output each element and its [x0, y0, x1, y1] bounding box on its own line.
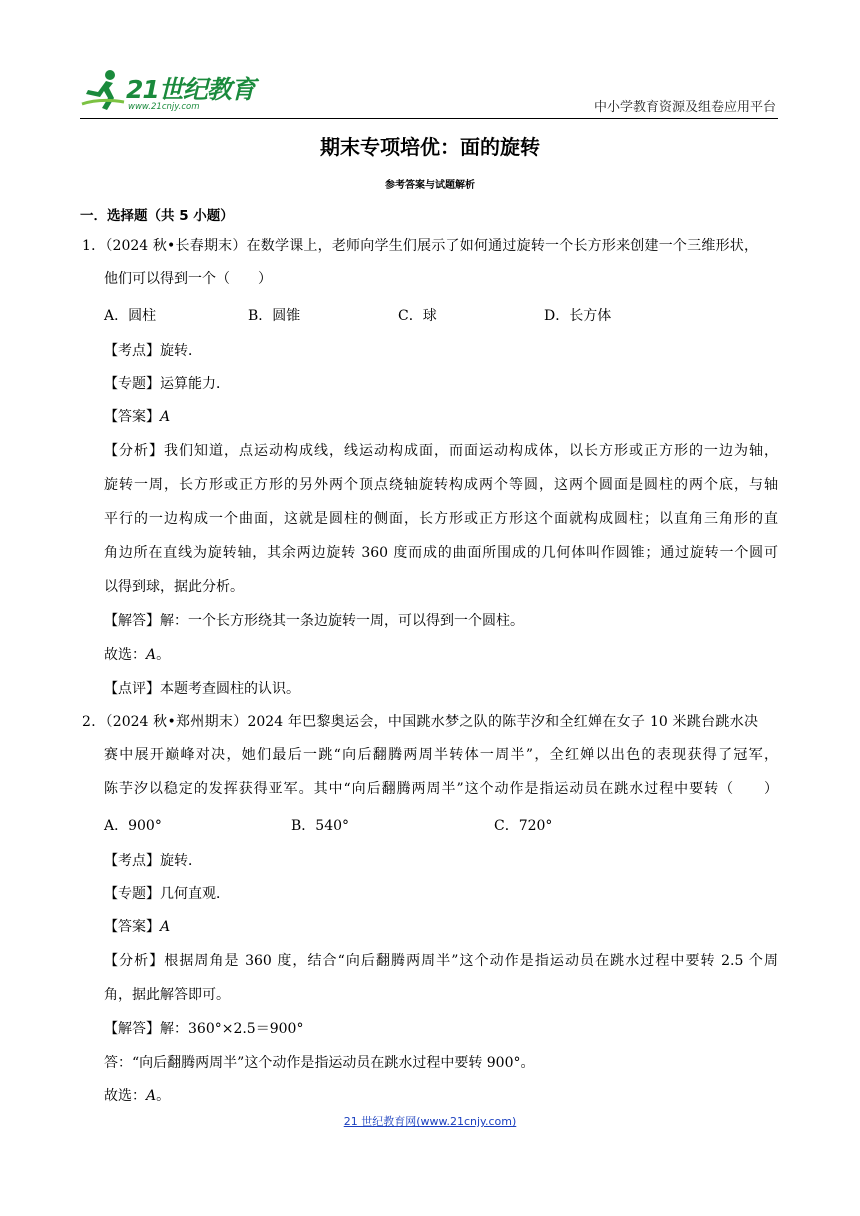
- q2-choice: [104, 1086, 170, 1106]
- q1-analysis-line3: 平行的一边构成一个曲面，这就是圆柱的侧面，长方形或正方形这个面就构成圆柱；以直角三角形的直: [104, 511, 778, 527]
- q1-choice-value: A: [146, 647, 157, 663]
- q2-option-c: C．720°: [494, 818, 553, 834]
- page-title: 期末专项培优：面的旋转: [320, 135, 540, 159]
- section-heading: 一．选择题（共 5 小题）: [80, 208, 234, 224]
- site-logo: [80, 66, 255, 118]
- q2-answer-value: A: [160, 919, 171, 935]
- q2-choice-value: A: [146, 1088, 157, 1104]
- q1-analysis-line5: 以得到球，据此分析。: [104, 579, 244, 595]
- q1-kaodian: 【考点】旋转．: [104, 343, 202, 359]
- header-rule: [80, 118, 778, 119]
- q1-zhuanti: 【专题】运算能力．: [104, 376, 230, 392]
- q1-option-a: A．圆柱: [104, 308, 157, 324]
- q1-answer-label: 【答案】: [104, 409, 160, 425]
- runner-logo-icon: [80, 68, 126, 112]
- q2-stem-line3: 陈芋汐以稳定的发挥获得亚军。其中“向后翻腾两周半”这个动作是指运动员在跳水过程中要转（ ）: [104, 781, 778, 797]
- q1-option-d: D．长方体: [544, 308, 612, 324]
- q1-choice: [104, 645, 170, 665]
- q1-choice-label: 故选：: [104, 647, 146, 663]
- q2-analysis-line1: 【分析】根据周角是 360 度，结合“向后翻腾两周半”这个动作是指运动员在跳水过程中要转 2.5 个周: [104, 953, 778, 969]
- q1-choice-end: 。: [156, 647, 171, 663]
- q2-kaodian: 【考点】旋转．: [104, 853, 202, 869]
- q2-choice-label: 故选：: [104, 1088, 146, 1104]
- q1-analysis-line4: 角边所在直线为旋转轴，其余两边旋转 360 度而成的曲面所围成的几何体叫作圆锥；通过旋转一个圆可: [104, 545, 778, 561]
- q2-option-a: A．900°: [104, 818, 162, 834]
- q2-choice-end: 。: [156, 1088, 171, 1104]
- q2-answer: [104, 917, 170, 937]
- q1-answer-value: A: [160, 409, 171, 425]
- q2-solution: 【解答】解：360°×2.5＝900°: [104, 1021, 304, 1037]
- q1-answer: [104, 407, 170, 427]
- q1-comment: 【点评】本题考查圆柱的认识。: [104, 681, 300, 697]
- q2-reply: 答：“向后翻腾两周半”这个动作是指运动员在跳水过程中要转 900°。: [104, 1055, 535, 1071]
- page-subtitle: 参考答案与试题解析: [385, 180, 475, 191]
- logo-url: www.21cnjy.com: [128, 102, 200, 112]
- q1-option-c: C．球: [398, 308, 437, 324]
- q1-solution: 【解答】解：一个长方形绕其一条边旋转一周，可以得到一个圆柱。: [104, 613, 524, 629]
- q1-stem-line1: 1．（2024 秋•长春期末）在数学课上，老师向学生们展示了如何通过旋转一个长方形来创建一个三维形状，: [82, 238, 758, 254]
- q1-analysis-line2: 旋转一周，长方形或正方形的另外两个顶点绕轴旋转构成两个等圆，这两个圆面是圆柱的两个底，与轴: [104, 477, 778, 493]
- q1-analysis-line1: 【分析】我们知道，点运动构成线，线运动构成面，而面运动构成体，以长方形或正方形的一边为轴，: [104, 443, 778, 459]
- q2-zhuanti: 【专题】几何直观．: [104, 886, 230, 902]
- q1-option-b: B．圆锥: [248, 308, 301, 324]
- q1-stem-line2: 他们可以得到一个（ ）: [104, 271, 272, 287]
- logo-text: 21世纪教育: [126, 75, 255, 104]
- platform-name: 中小学教育资源及组卷应用平台: [593, 100, 776, 115]
- q2-option-b: B．540°: [291, 818, 350, 834]
- q2-analysis-line2: 角，据此解答即可。: [104, 987, 230, 1003]
- q2-stem-line1: 2．（2024 秋•郑州期末）2024 年巴黎奥运会，中国跳水梦之队的陈芋汐和全红婵在女子 10 米跳台跳水决: [82, 714, 758, 730]
- q2-answer-label: 【答案】: [104, 919, 160, 935]
- footer-link[interactable]: 21 世纪教育网(www.21cnjy.com): [343, 1115, 517, 1128]
- q2-stem-line2: 赛中展开巅峰对决，她们最后一跳“向后翻腾两周半转体一周半”，全红婵以出色的表现获得了冠军，: [104, 747, 778, 763]
